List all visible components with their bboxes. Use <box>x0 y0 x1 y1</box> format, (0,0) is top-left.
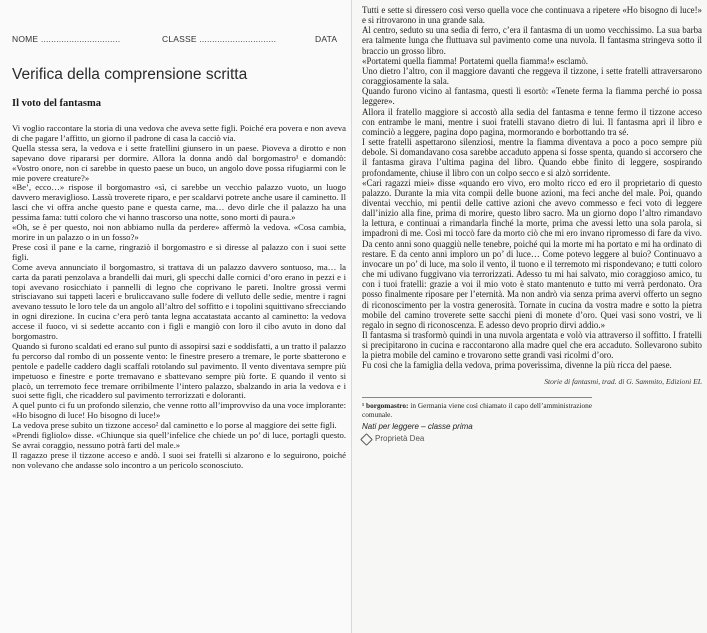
paragraph: «Be’, ecco…» rispose il borgomastro «sì, ci sarebbe un vecchio palazzo vuoto, un luogo davvero meraviglioso. Lassù troverete riparo, e per scaldarvi potrete anche usare il caminetto. Il lasci che vi offra anche questo pane e questa carne, ma… devo dirle che il palazzo ha una pessima fama: tutti coloro che vi hanno trascorso una notte, sono morti di paura.» <box>12 182 346 223</box>
paragraph: Al centro, seduto su una sedia di ferro, c’era il fantasma di un uomo vecchissimo. La sua barba era talmente lunga che fluttuava sul pavimento come una nuvola. Il fantasma stringeva sotto il braccio un grosso libro. <box>362 25 702 56</box>
paragraph: Quella stessa sera, la vedova e i sette fratellini giunsero in un paese. Pioveva a dirotto e non sapevano dove ripararsi per dormire. Allora la donna andò dal borgomastro¹ e domandò: «Vostro onore, non ci sarebbe in questo paese un buco, un angolo dove possa rifugiarmi con le mie povere creature?» <box>12 142 346 183</box>
paragraph: Il fantasma si trasformò quindi in una nuvola argentata e volò via attraverso il soffitto. I fratelli si precipitarono in cucina e raccontarono alla madre quel che era accaduto. Sollevarono subito la pietra mobile del camino e trovarono sette grandi vasi ricolmi d’oro. <box>362 330 702 361</box>
paragraph: Allora il fratello maggiore si accostò alla sedia del fantasma e tenne fermo il tizzone acceso con entrambe le mani, mentre i suoi fratelli stavano dietro di lui. Il fantasma aprì il libro e cominciò a leggere, pagina dopo pagina, mormorando e borbottando tra sé. <box>362 106 702 137</box>
paragraph: Fu così che la famiglia della vedova, prima poverissima, divenne la più ricca del paese. <box>362 360 672 371</box>
publisher-line <box>362 434 702 444</box>
date-field: DATA <box>315 34 338 44</box>
paragraph: Quando si furono scaldati ed erano sul punto di assopirsi sazi e soddisfatti, a un tratto il palazzo fu percorso dal rombo di un possente vento: le finestre presero a tremare, le porte sbatterono e pentole e padelle caddero dagli scaffali rotolando sul pavimento. Il vento diventava sempre più impetuoso e finestre e porte tremavano e sbattevano sempre più forte. E quando il vento si placò, un terremoto fece tremare orribilmente l’intero palazzo, sbalzando in aria la vedova e i suoi sette figli, che ricaddero sul pavimento terrorizzati e doloranti. <box>12 340 346 401</box>
name-field: NOME ............................... <box>12 34 121 44</box>
right-page <box>352 0 707 633</box>
story-text-right <box>362 5 702 444</box>
pencil-icon <box>360 433 373 446</box>
paragraph: Il ragazzo prese il tizzone acceso e andò. I suoi sei fratelli si alzarono e lo seguirono, poiché non volevano che andasse solo incontro a un pericolo sconosciuto. <box>12 449 346 470</box>
story-text-left <box>12 124 346 471</box>
paragraph: Uno dietro l’altro, con il maggiore davanti che reggeva il tizzone, i sette fratelli attraversarono coraggiosamente la sala. <box>362 65 702 87</box>
paragraph: Vi voglio raccontare la storia di una vedova che aveva sette figli. Poiché era povera e non aveva di che pagare l’affitto, un giorno il padrone di casa la cacciò via. <box>12 123 346 143</box>
paragraph: I sette fratelli aspettarono silenziosi, mentre la fiamma diventava a poco a poco sempre più debole. Si domandavano cosa sarebbe accaduto appena si fosse spenta, quando si accorsero che il fantasma girava l’ultima pagina del libro. Quando ebbe finito di leggere, sospirando profondamente, chiuse il libro con un colpo secco e si alzò sorridente. <box>362 137 702 178</box>
paragraph: «Cari ragazzi miei» disse «quando ero vivo, ero molto ricco ed ero il proprietario di questo palazzo. Durante la mia vita compii delle buone azioni, ma feci anche del male. Poi, quando diventai vecchio, mi pentii delle cattive azioni che avevo commesso e feci voto di leggere dall’inizio alla fine, prima di morire, questo libro sacro. Ma un giorno dopo l’altro rimandavo la lettura, e continuai a rimandarla finché la morte, prima che avessi letto una sola parola, si impadronì di me. Così mi toccò fare da morto ciò che mi ero invano ripromesso di fare da vivo. Da cento anni sono quaggiù nelle tenebre, poiché qui la morte mi ha portato e mi ha ordinato di restare. E da cento anni imploro un po’ di luce… Come potevo leggere al buio? Continuavo a invocare un po’ di luce, ma solo il vento, il tuono e il terremoto mi rispondevano; e tutti coloro che mi udivano fuggivano via terrorizzati. Adesso tu mi hai salvato, mio coraggioso amico, tu con i tuoi fratelli: grazie a voi il mio voto è stato mantenuto e tutto mi verrà perdonato. Ora posso finalmente riposare per l’eternità. Ma non andrò via senza prima avervi offerto un segno di riconoscimento per la vostra generosità. Tornate in cucina da vostra madre e sotto la pietra mobile del camino troverete sette sacchi pieni di monete d’oro. Quei vasi sono vostri, ve li regalo in segno di riconoscenza. E adesso devo proprio dirvi addio.» <box>362 177 702 330</box>
paragraph: Quando furono vicino al fantasma, questi li esortò: «Tenete ferma la fiamma perché io possa leggere». <box>362 86 702 107</box>
paragraph: «Portatemi quella fiamma! Portatemi quella fiamma!» esclamò. <box>362 55 588 66</box>
page-title: Verifica della comprensione scritta <box>12 66 248 83</box>
paragraph: «Prendi figliolo» disse. «Chiunque sia quell’infelice che chiede un po’ di luce, portagli questo. Se avrai coraggio, nessuno potrà farti del male.» <box>12 430 346 450</box>
class-field: CLASSE .............................. <box>162 34 277 44</box>
story-title: Il voto del fantasma <box>12 98 101 109</box>
paragraph: «Oh, se è per questo, noi non abbiamo nulla da perdere» affermò la vedova. «Cosa cambia, morire in un palazzo o in un fosso?» <box>12 222 346 242</box>
paragraph: Come aveva annunciato il borgomastro, si trattava di un palazzo davvero sontuoso, ma… la carta da parati penzolava a brandelli dai muri, gli specchi dalle cornici d’oro erano in pezzi e i topi avevano rosicchiato i pannelli di legno che coprivano le pareti. Inoltre grossi vermi strisciavano sui tappeti lacerì e bruliccavano sulle fodere di velluto delle sedie, mentre i ragni avevano tessuto le loro tele da un angolo all’altro del soffitto e i topolini squittivano sfrecciando in ogni direzione. In cucina c’era però tanta legna accatastata accanto al caminetto: la vedova accese il fuoco, vi si sedette accanto con i figli e mangiò con loro il cibo avuto in dono dal borgomastro. <box>12 261 346 342</box>
paragraph: La vedova prese subito un tizzone acceso² dal caminetto e lo porse al maggiore dei sette figli. <box>12 420 337 431</box>
paragraph: A quel punto ci fu un profondo silenzio, che venne rotto all’improvviso da una voce implorante: «Ho bisogno di luce! Ho bisogno di luce!» <box>12 400 346 421</box>
source-citation: Storie di fantasmi, trad. di G. Sammito, Edizioni EL <box>544 376 702 386</box>
book-reference: Nati per leggere – classe prima <box>362 421 473 431</box>
paragraph: Tutti e sette si diressero così verso quella voce che continuava a ripetere «Ho bisogno di luce!» e si ritrovarono in una grande sala. <box>362 5 702 26</box>
left-page <box>0 0 352 633</box>
footnote <box>362 397 592 419</box>
publisher-text: Proprietà Dea <box>375 433 425 443</box>
footnote-text: in Germania viene così chiamato il capo dell’amministrazione comunale. <box>362 400 593 419</box>
student-info-row <box>12 34 348 48</box>
footnote-label: ¹ borgomastro: <box>362 400 409 410</box>
paragraph: Prese così il pane e la carne, ringraziò il borgomastro e si diresse al palazzo con i suoi sette figli. <box>12 241 346 262</box>
